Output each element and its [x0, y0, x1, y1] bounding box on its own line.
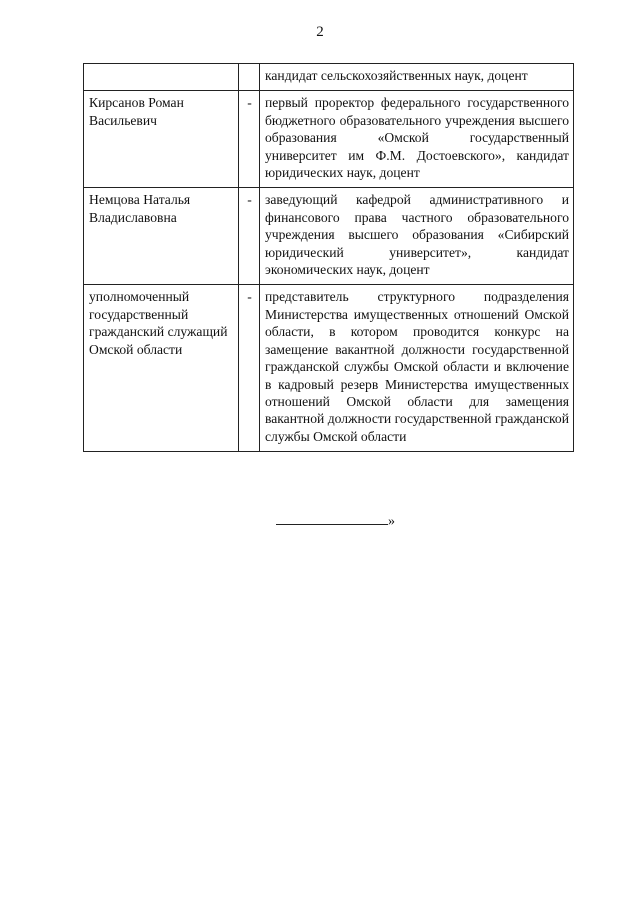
table-row: [84, 64, 574, 91]
member-description: кандидат сельскохозяйственных наук, доцент: [260, 64, 574, 91]
member-description: первый проректор федерального государственного бюджетного образовательного учреждения высшего образования «Омской государственный университет им Ф.М. Достоевского», кандидат юридических наук, доцент: [260, 91, 574, 188]
dash-separator: -: [239, 188, 260, 285]
member-name: Кирсанов Роман Васильевич: [84, 91, 239, 188]
member-name: уполномоченный государственный гражданский служащий Омской области: [84, 285, 239, 452]
member-name: Немцова Наталья Владиславовна: [84, 188, 239, 285]
dash-separator: [239, 64, 260, 91]
commission-members-table: [83, 63, 574, 452]
member-description: представитель структурного подразделения Министерства имущественных отношений Омской области, в котором проводится конкурс на замещение вакантной должности государственной гражданской службы Омской области и включение в кадровый резерв Министерства имущественных отношений Омской области для замещения вакантной должности государственной гражданской службы Омской области: [260, 285, 574, 452]
member-name: [84, 64, 239, 91]
table-row: [84, 91, 574, 188]
signature-underline: [276, 512, 388, 525]
page-number: 2: [316, 24, 324, 40]
closing-line: [276, 512, 395, 530]
dash-separator: -: [239, 91, 260, 188]
table-row: [84, 285, 574, 452]
member-description: заведующий кафедрой административного и финансового права частного образовательного учреждения высшего образования «Сибирский юридический университет», кандидат экономических наук, доцент: [260, 188, 574, 285]
dash-separator: -: [239, 285, 260, 452]
table-row: [84, 188, 574, 285]
closing-quote-mark: »: [388, 514, 395, 529]
